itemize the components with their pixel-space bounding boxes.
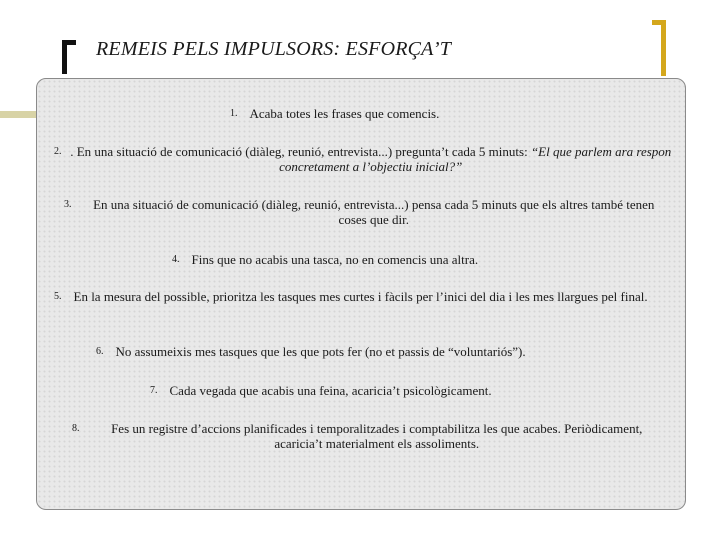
list-item (54, 144, 674, 174)
list-item (64, 197, 664, 227)
item-text: Cada vegada que acabis una feina, acaricia’t psicològicament. (169, 383, 492, 398)
list-item (54, 289, 679, 304)
item-text: Fes un registre d’accions planificades i temporalitzades i comptabilitza les que acabes. Periòdicament, acaricia’t materialment els assoliments. (111, 421, 643, 451)
item-number: 1. (230, 108, 238, 119)
item-text: Acaba totes les frases que comencis. (249, 106, 440, 121)
item-text: Fins que no acabis una tasca, no en comencis una altra. (191, 252, 479, 267)
item-text: En la mesura del possible, prioritza les tasques mes curtes i fàcils per l’inici del dia i les mes llargues pel final. (73, 289, 648, 304)
item-text-main: . En una situació de comunicació (diàleg, reunió, entrevista...) pregunta’t cada 5 minuts: (70, 144, 528, 159)
list-item (172, 252, 478, 267)
item-text (68, 144, 675, 174)
item-number: 4. (172, 254, 180, 265)
list-item (150, 383, 492, 398)
left-bracket-decoration (62, 40, 76, 74)
slide-title: REMEIS PELS IMPULSORS: ESFORÇA’T (96, 38, 452, 60)
item-number: 6. (96, 346, 104, 357)
list-item (96, 344, 526, 359)
list-item (72, 421, 662, 451)
item-quote: “El que parlem ara respon concretament a l’objectiu inicial?” (279, 144, 672, 174)
list-item (230, 106, 439, 121)
accent-bar (0, 111, 36, 118)
item-number: 3. (64, 199, 72, 210)
item-number: 8. (72, 423, 80, 434)
item-text: En una situació de comunicació (diàleg, reunió, entrevista...) pensa cada 5 minuts que els altres també tenen coses que dir. (93, 197, 655, 227)
item-number: 7. (150, 385, 158, 396)
item-number: 5. (54, 291, 62, 302)
item-number: 2. (54, 146, 62, 157)
item-text: No assumeixis mes tasques que les que pots fer (no et passis de “voluntariós”). (115, 344, 526, 359)
